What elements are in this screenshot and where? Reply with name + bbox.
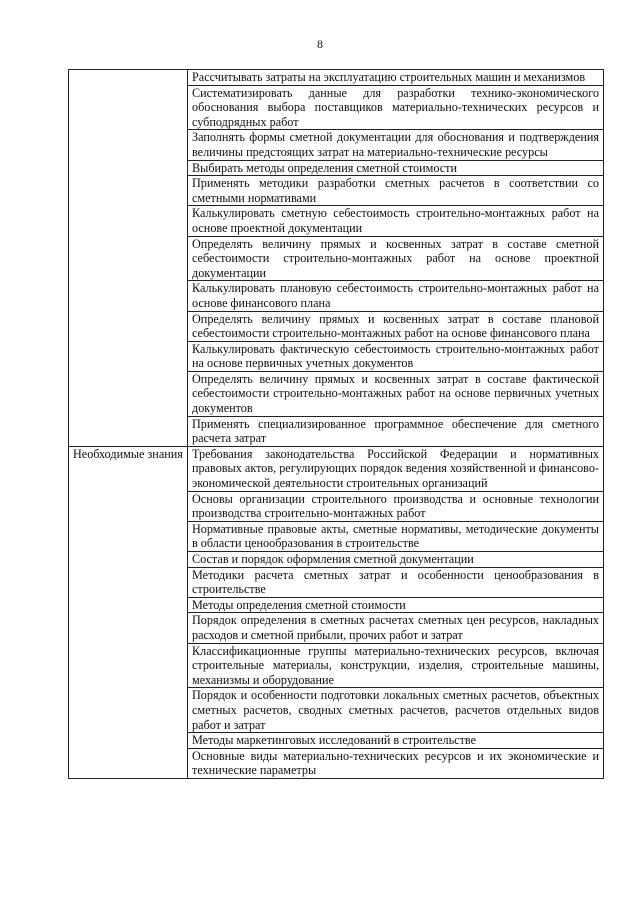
requirement-item: Методы маркетинговых исследований в строительстве (188, 733, 604, 749)
competency-table (68, 69, 604, 779)
table-row (69, 70, 604, 86)
requirement-item: Порядок определения в сметных расчетах сметных цен ресурсов, накладных расходов и сметной прибыли, прочих работ и затрат (188, 613, 604, 643)
requirement-item: Методики расчета сметных затрат и особенности ценообразования в строительстве (188, 567, 604, 597)
requirement-item: Калькулировать плановую себестоимость строительно-монтажных работ на основе финансового плана (188, 281, 604, 311)
requirement-item: Методы определения сметной стоимости (188, 597, 604, 613)
requirement-item: Основы организации строительного производства и основные технологии производства строительно-монтажных работ (188, 491, 604, 521)
requirement-item: Применять методики разработки сметных расчетов в соответствии со сметными нормативами (188, 176, 604, 206)
requirement-item: Систематизировать данные для разработки технико-экономического обоснования выбора поставщиков материально-технических ресурсов и субподрядных работ (188, 85, 604, 130)
requirement-item: Классификационные группы материально-технических ресурсов, включая строительные материалы, конструкции, изделия, строительные машины, механизмы и оборудование (188, 643, 604, 688)
section-label (69, 70, 188, 447)
table-row (69, 446, 604, 491)
requirement-item: Применять специализированное программное обеспечение для сметного расчета затрат (188, 416, 604, 446)
requirement-item: Состав и порядок оформления сметной документации (188, 552, 604, 568)
requirement-item: Калькулировать фактическую себестоимость строительно-монтажных работ на основе первичных учетных документов (188, 341, 604, 371)
requirement-item: Рассчитывать затраты на эксплуатацию строительных машин и механизмов (188, 70, 604, 86)
requirement-item: Требования законодательства Российской Федерации и нормативных правовых актов, регулирующих порядок ведения хозяйственной и финансово-экономической деятельности строительных организаций (188, 446, 604, 491)
requirement-item: Калькулировать сметную себестоимость строительно-монтажных работ на основе проектной документации (188, 206, 604, 236)
requirement-item: Порядок и особенности подготовки локальных сметных расчетов, объектных сметных расчетов, сводных сметных расчетов, расчетов отдельных видов работ и затрат (188, 688, 604, 733)
requirement-item: Заполнять формы сметной документации для обоснования и подтверждения величины предстоящих затрат на материально-технические ресурсы (188, 130, 604, 160)
requirement-item: Выбирать методы определения сметной стоимости (188, 160, 604, 176)
requirement-item: Определять величину прямых и косвенных затрат в составе сметной себестоимости строительно-монтажных работ на основе проектной документации (188, 236, 604, 281)
page-number: 8 (317, 37, 323, 51)
requirement-item: Определять величину прямых и косвенных затрат в составе фактической себестоимости строительно-монтажных работ на основе первичных учетных документов (188, 371, 604, 416)
section-label: Необходимые знания (69, 446, 188, 778)
requirement-item: Нормативные правовые акты, сметные нормативы, методические документы в области ценообразования в строительстве (188, 521, 604, 551)
requirement-item: Определять величину прямых и косвенных затрат в составе плановой себестоимости строительно-монтажных работ на основе финансового плана (188, 311, 604, 341)
requirement-item: Основные виды материально-технических ресурсов и их экономические и технические параметры (188, 748, 604, 778)
